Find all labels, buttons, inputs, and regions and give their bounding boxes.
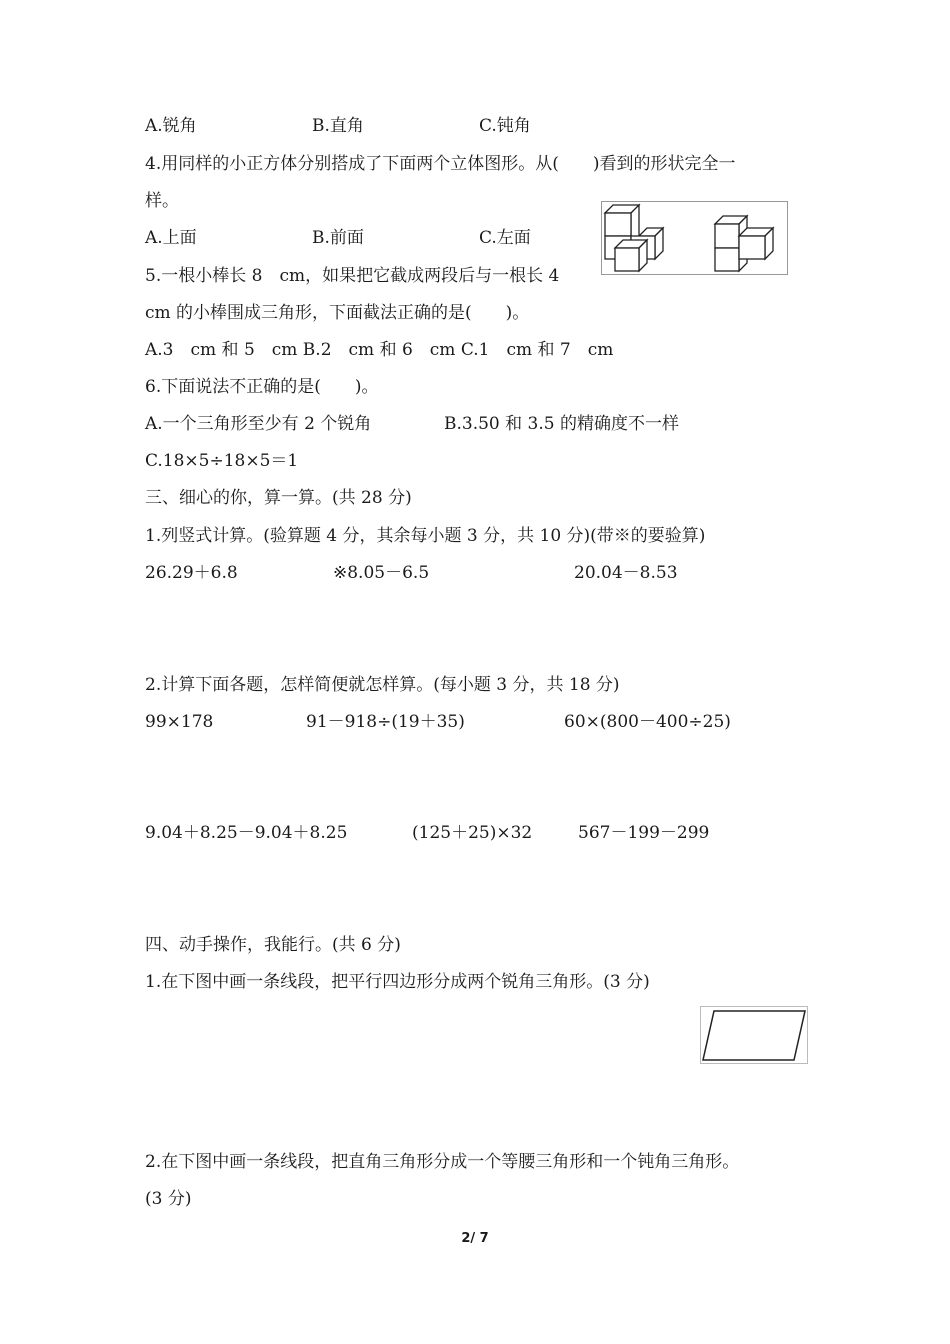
q4-option-c: C.左面 (479, 228, 531, 248)
right-cube-stack (715, 216, 773, 271)
section4-title: 四、动手操作，我能行。(共 6 分) (145, 935, 401, 955)
q4-option-b: B.前面 (312, 228, 364, 248)
q4-option-a: A.上面 (145, 228, 197, 248)
parallelogram-figure (700, 1006, 808, 1064)
q3-option-c: C.钝角 (479, 116, 531, 136)
vertical-calc-item-3: 20.04－8.53 (574, 563, 678, 583)
simplify-item-2: 91－918÷(19＋35) (306, 712, 465, 732)
vertical-calc-item-1: 26.29＋6.8 (145, 563, 238, 583)
section4-q1-stem: 1.在下图中画一条线段，把平行四边形分成两个锐角三角形。(3 分) (145, 972, 650, 992)
q5-stem-line1: 5.一根小棒长 8 cm，如果把它截成两段后与一根长 4 (145, 266, 560, 286)
q6-option-b: B.3.50 和 3.5 的精确度不一样 (444, 414, 679, 434)
section3-q2-stem: 2.计算下面各题，怎样简便就怎样算。(每小题 3 分，共 18 分) (145, 675, 620, 695)
q6-stem: 6.下面说法不正确的是( )。 (145, 377, 379, 397)
simplify-item-3: 60×(800－400÷25) (564, 712, 731, 732)
q4-stem-line1: 4.用同样的小正方体分别搭成了下面两个立体图形。从( )看到的形状完全一 (145, 154, 736, 174)
section3-q1-stem: 1.列竖式计算。(验算题 4 分，其余每小题 3 分，共 10 分)(带※的要验算) (145, 526, 706, 546)
q6-option-a: A.一个三角形至少有 2 个锐角 (145, 414, 372, 434)
simplify-item-4: 9.04＋8.25－9.04＋8.25 (145, 823, 348, 843)
page-number: 2/ 7 (461, 1231, 489, 1246)
section4-q2-stem-line1: 2.在下图中画一条线段，把直角三角形分成一个等腰三角形和一个钝角三角形。 (145, 1152, 740, 1172)
section4-q2-stem-line2: (3 分) (145, 1189, 192, 1209)
simplify-item-6: 567－199－299 (578, 823, 710, 843)
simplify-item-5: (125＋25)×32 (412, 823, 533, 843)
simplify-item-1: 99×178 (145, 712, 214, 732)
left-cube-stack (605, 205, 663, 271)
cube-figures-image (601, 201, 788, 275)
q4-stem-line2: 样。 (145, 191, 179, 211)
section3-title: 三、细心的你，算一算。(共 28 分) (145, 488, 412, 508)
q5-options: A.3 cm 和 5 cm B.2 cm 和 6 cm C.1 cm 和 7 cm (145, 340, 614, 360)
q6-option-c: C.18×5÷18×5＝1 (145, 451, 299, 471)
q3-option-a: A.锐角 (145, 116, 197, 136)
vertical-calc-item-2: ※8.05－6.5 (333, 563, 430, 583)
q5-stem-line2: cm 的小棒围成三角形，下面截法正确的是( )。 (145, 303, 530, 323)
q3-option-b: B.直角 (312, 116, 364, 136)
